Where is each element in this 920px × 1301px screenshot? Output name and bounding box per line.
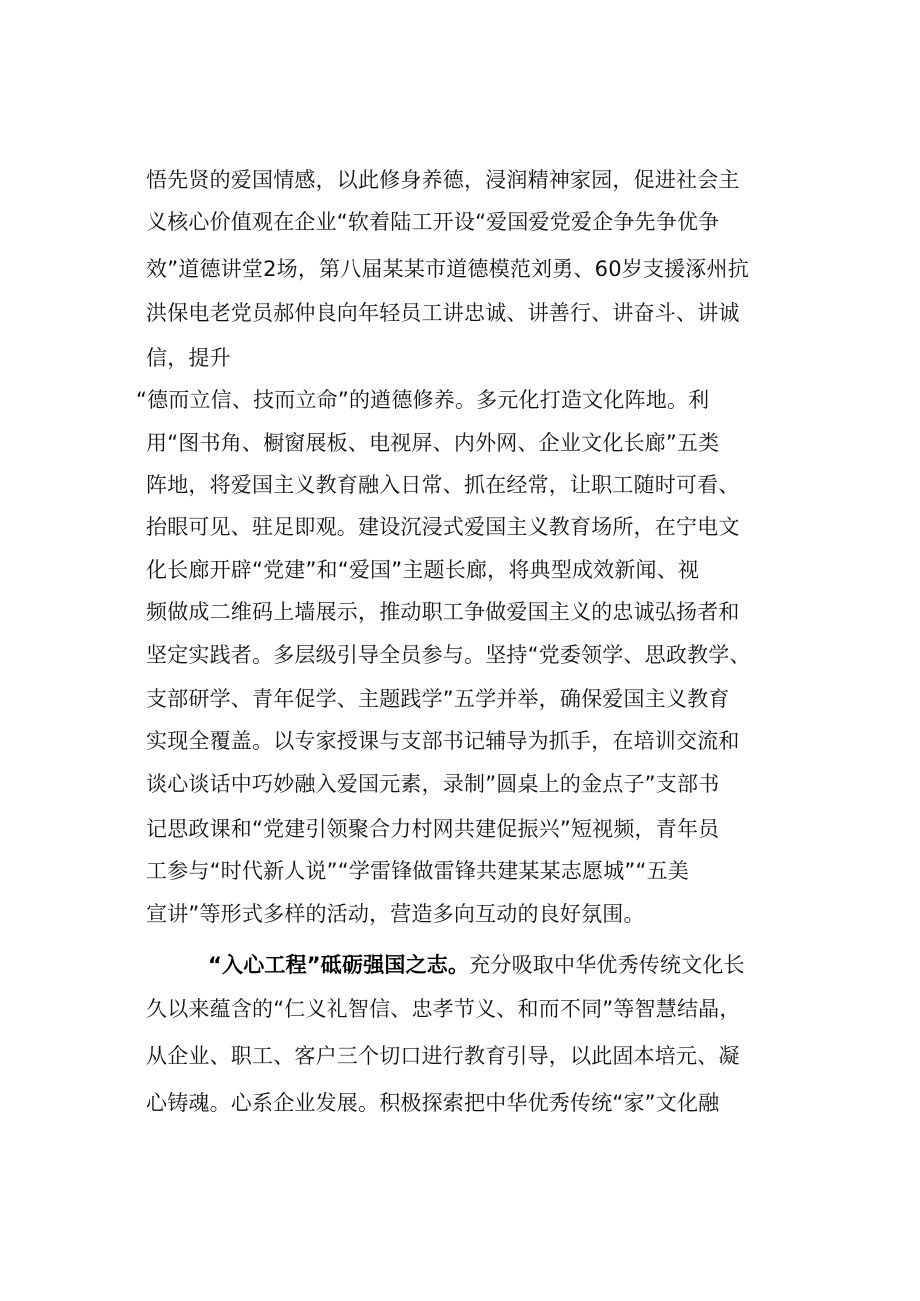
paragraph-line: 谈心谈话中巧妙融入爱国元素，录制”圆桌上的金点子”支部书: [146, 772, 720, 796]
paragraph-line: 支部研学、青年促学、主题践学”五学并举，确保爱国主义教育: [146, 687, 730, 711]
paragraph-line: 化长廊开辟“党建”和“爱国”主题长廊，将典型成效新闻、视: [146, 558, 700, 582]
paragraph-line: 抬眼可见、驻足即观。建设沉浸式爱国主义教育场所，在宁电文: [146, 515, 740, 539]
paragraph-line: 记思政课和“党建引领聚合力村网共建促振兴”短视频，青年员: [146, 817, 720, 841]
paragraph-line: 义核心价值观在企业“软着陆工开设“爱国爱党爱企争先争优争: [146, 210, 720, 234]
paragraph-line: “德而立信、技而立命”的遒德修养。多元化打造文化阵地。利: [136, 388, 710, 412]
paragraph-line: 信，提升: [146, 346, 231, 370]
paragraph-line: 悟先贤的爱国情感，以此修身养德，浸润精神家园，促进社会主: [146, 168, 740, 192]
paragraph-line: 从企业、职工、客户三个切口进行教育引导，以此固本培元、凝: [146, 1044, 740, 1068]
paragraph-line: 坚定实践者。多层级引导全员参与。坚持“党委领学、思政教学、: [146, 643, 751, 667]
paragraph-line: 洪保电老党员郝仲良向年轻员工讲忠诚、讲善行、讲奋斗、讲诚: [146, 301, 740, 325]
paragraph-line: 频做成二维码上墙展示，推动职工争做爱国主义的忠诚弘扬者和: [146, 600, 740, 624]
section-first-line-text: 充分吸取中华优秀传统文化长: [469, 953, 745, 977]
paragraph-line: 阵地，将爱国主义教育融入日常、抓在经常，让职工随时可看、: [146, 473, 740, 497]
section-heading: “入心工程”砥砺强国之志。: [208, 953, 470, 977]
section-first-line: [208, 950, 745, 980]
paragraph-line: 心铸魂。心系企业发展。积极探索把中华优秀传统“家”文化融: [146, 1091, 720, 1115]
paragraph-line: 效”道德讲堂2场，第八届某某市道德模范刘勇、60岁支援涿州抗: [146, 257, 749, 281]
paragraph-line: 工参与“时代新人说”“学雷锋做雷锋共建某某志愿城”“五美: [146, 859, 689, 883]
paragraph-line: 用“图书角、橱窗展板、电视屏、内外网、企业文化长廊”五类: [146, 431, 720, 455]
paragraph-line: 宣讲”等形式多样的活动，营造多向互动的良好氛围。: [146, 902, 645, 926]
paragraph-line: 实现全覆盖。以专家授课与支部书记辅导为抓手，在培训交流和: [146, 729, 740, 753]
paragraph-line: 久以来蕴含的“仁义礼智信、忠孝节义、和而不同”等智慧结晶，: [146, 997, 741, 1021]
